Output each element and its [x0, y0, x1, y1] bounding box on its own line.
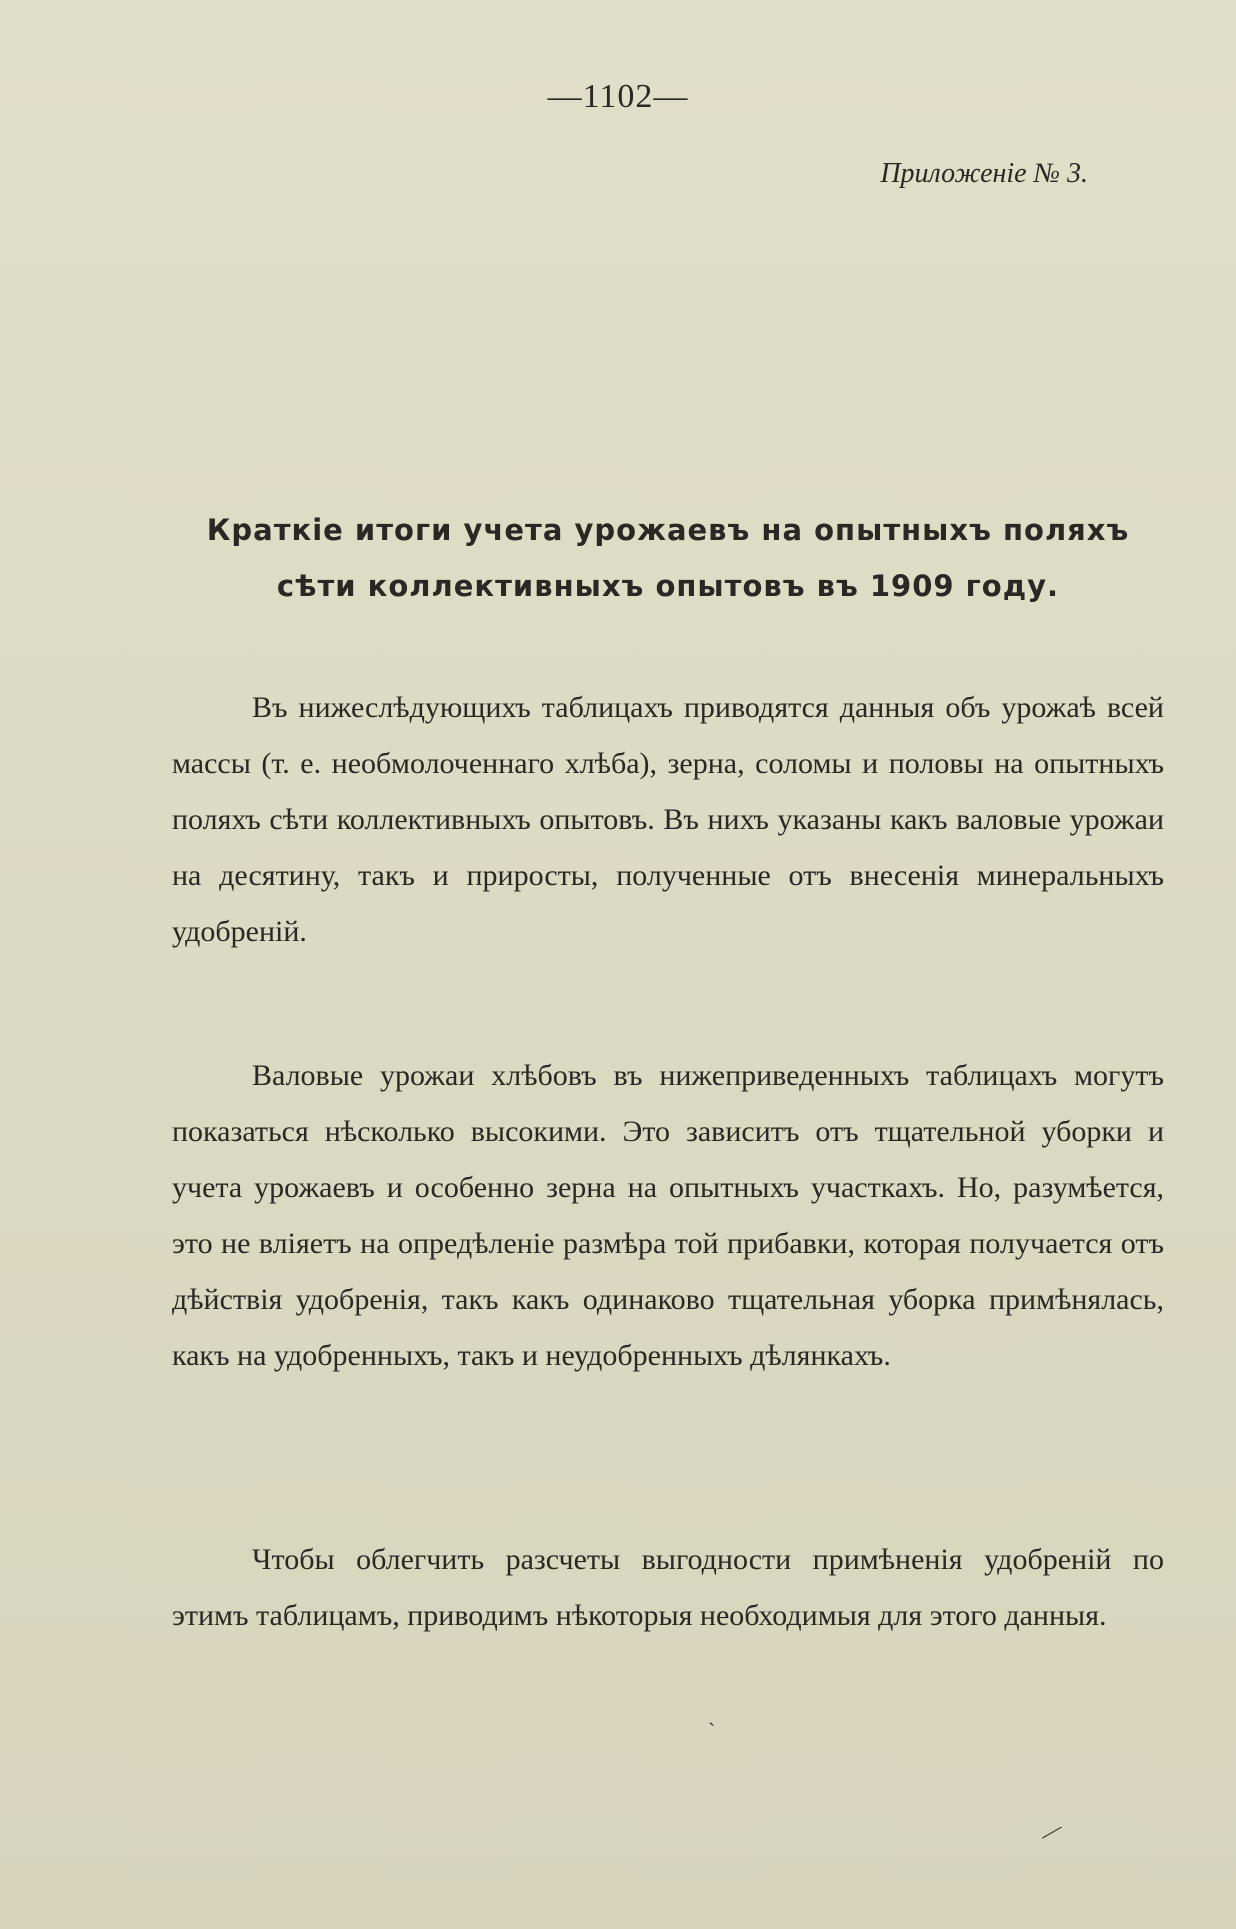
paragraph-2: Валовые урожаи хлѣбовъ въ нижеприведенныхъ таблицахъ могутъ показаться нѣсколько высокими. Это зависитъ отъ тщательной уборки и учета урожаевъ и особенно зерна на опытныхъ участкахъ. Но, разумѣется, это не вліяетъ на опредѣленіе размѣра той прибавки, которая получается отъ дѣйствія удобренія, такъ какъ одинаково тщательная уборка примѣнялась, какъ на удобренныхъ, такъ и неудобренныхъ дѣлянкахъ.: [172, 1059, 1164, 1372]
ink-stroke: —: [1034, 1814, 1067, 1847]
title-line-2: сѣти коллективныхъ опытовъ въ 1909 году.: [276, 569, 1060, 603]
appendix-label: Приложеніе № 3.: [880, 158, 1088, 189]
page-number: —1102—: [547, 78, 689, 115]
ink-speck: ˋ: [708, 1718, 716, 1743]
paragraph-1: Въ нижеслѣдующихъ таблицахъ приводятся данныя объ урожаѣ всей массы (т. е. необмолоченнаго хлѣба), зерна, соломы и половы на опытныхъ поляхъ сѣти коллективныхъ опытовъ. Въ нихъ указаны какъ валовые урожаи на десятину, такъ и приросты, полученные отъ внесенія минеральныхъ удобреній.: [172, 691, 1164, 948]
document-title: [170, 502, 1166, 614]
paragraph-3: Чтобы облегчить разсчеты выгодности примѣненія удобреній по этимъ таблицамъ, приводимъ нѣкоторыя необходимыя для этого данныя.: [172, 1543, 1164, 1632]
title-line-1: Краткіе итоги учета урожаевъ на опытныхъ поляхъ: [206, 513, 1130, 547]
